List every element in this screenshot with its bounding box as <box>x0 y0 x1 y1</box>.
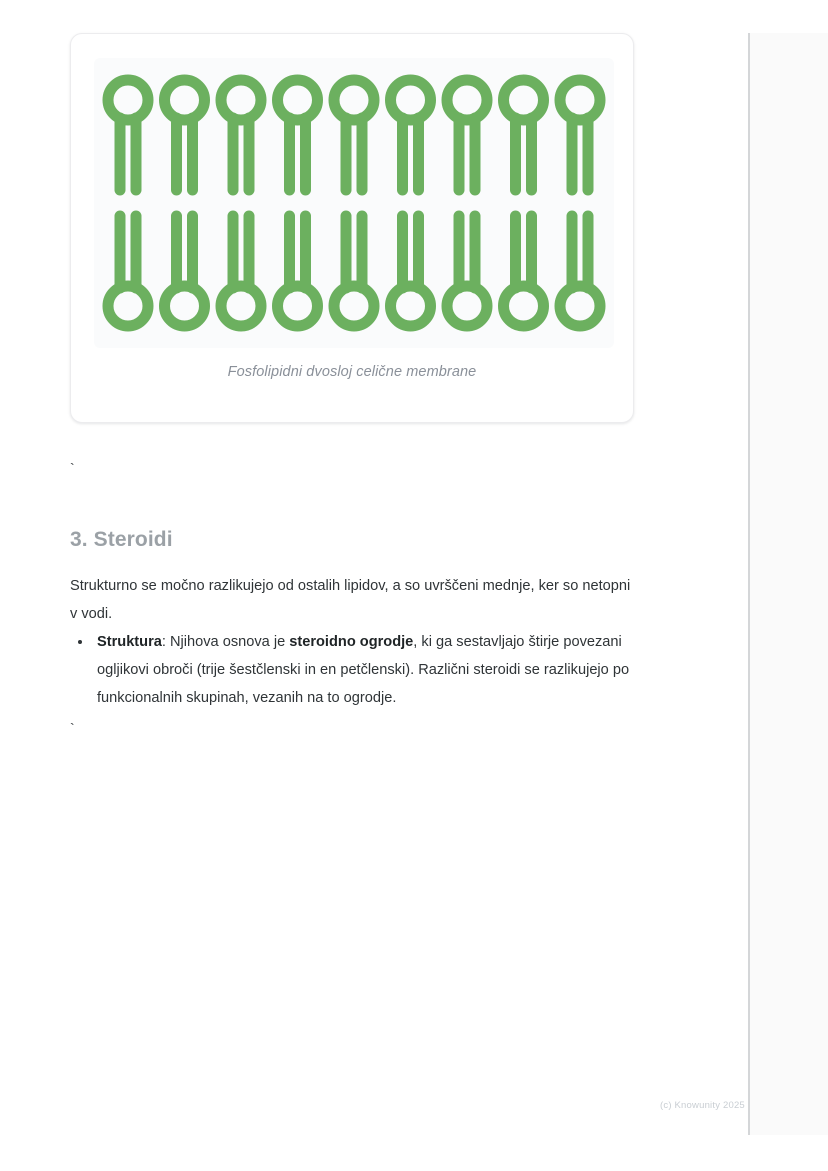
lipid-head-ring <box>108 80 148 120</box>
phospholipid-molecule <box>278 216 318 326</box>
lipid-head-ring <box>504 286 544 326</box>
copyright-watermark: (c) Knowunity 2025 <box>660 1100 745 1111</box>
phospholipid-molecule <box>221 80 261 190</box>
lipid-head-ring <box>334 286 374 326</box>
phospholipid-molecule <box>447 80 487 190</box>
bilayer-illustration-svg <box>94 58 614 348</box>
list-item <box>70 628 642 712</box>
lipid-head-ring <box>165 286 205 326</box>
section-heading-steroidi: 3. Steroidi <box>70 528 173 552</box>
phospholipid-molecule <box>560 80 600 190</box>
section-paragraph: Strukturno se močno razlikujejo od ostalih lipidov, a so uvrščeni mednje, ker so netopni v vodi. <box>70 577 631 622</box>
lipid-head-ring <box>278 286 318 326</box>
phospholipid-molecule <box>391 216 431 326</box>
lipid-head-ring <box>165 80 205 120</box>
bilayer-bottom-row <box>108 216 600 326</box>
phospholipid-molecule <box>560 216 600 326</box>
bilayer-top-row <box>108 80 600 190</box>
bullet-bold-term: steroidno ogrodje <box>289 634 414 650</box>
phospholipid-molecule <box>447 216 487 326</box>
lipid-head-ring <box>447 80 487 120</box>
bullet-after-label: : Njihova osnova je <box>161 634 290 650</box>
phospholipid-molecule <box>108 216 148 326</box>
phospholipid-molecule <box>108 80 148 190</box>
structure-bullet-list <box>70 628 642 712</box>
phospholipid-molecule <box>221 216 261 326</box>
phospholipid-molecule <box>165 216 205 326</box>
lipid-head-ring <box>560 80 600 120</box>
lipid-head-ring <box>221 80 261 120</box>
phospholipid-molecule <box>504 80 544 190</box>
phospholipid-molecule <box>165 80 205 190</box>
phospholipid-molecule <box>334 216 374 326</box>
lipid-head-ring <box>108 286 148 326</box>
right-side-panel <box>748 33 828 1135</box>
stray-backtick-artifact-1: ` <box>70 460 75 476</box>
lipid-head-ring <box>504 80 544 120</box>
lipid-head-ring <box>391 80 431 120</box>
lipid-head-ring <box>278 80 318 120</box>
phospholipid-molecule <box>278 80 318 190</box>
bullet-rest-text: , ki ga sestavljajo štirje povezani ogljikovi obroči (trije šestčlenski in en petčlenski). Različni steroidi se razlikujejo po funkcionalnih skupinah, vezanih na to ogrodje. <box>97 634 630 706</box>
phospholipid-bilayer-diagram <box>94 58 614 348</box>
figure-card <box>70 33 634 423</box>
lipid-head-ring <box>391 286 431 326</box>
phospholipid-molecule <box>391 80 431 190</box>
lipid-head-ring <box>334 80 374 120</box>
stray-backtick-artifact-2: ` <box>70 720 75 736</box>
lipid-head-ring <box>221 286 261 326</box>
lipid-head-ring <box>447 286 487 326</box>
phospholipid-molecule <box>334 80 374 190</box>
phospholipid-molecule <box>504 216 544 326</box>
lipid-head-ring <box>560 286 600 326</box>
figure-caption: Fosfolipidni dvosloj celične membrane <box>227 364 477 380</box>
bullet-label: Struktura <box>97 634 162 650</box>
